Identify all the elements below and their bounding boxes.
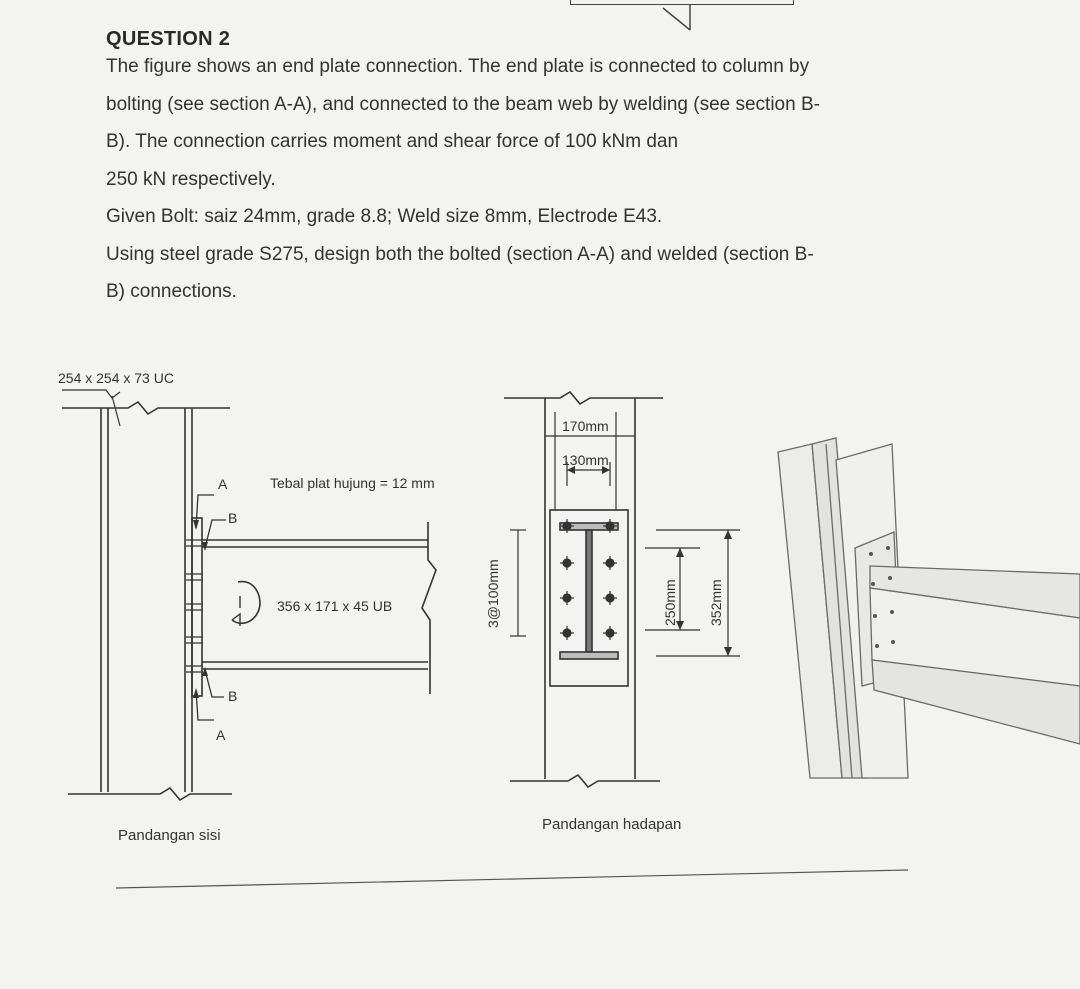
section-a-top-label: A [218, 476, 228, 492]
side-view-caption: Pandangan sisi [118, 827, 221, 844]
bolt-icon [603, 626, 617, 640]
dim-spacing-label: 3@100mm [485, 559, 501, 628]
beam-label: 356 x 171 x 45 UB [277, 598, 393, 614]
side-view [62, 390, 436, 800]
plate-thickness-label: Tebal plat hujung = 12 mm [270, 475, 435, 491]
bolt-icon [603, 591, 617, 605]
bolt-icon [560, 556, 574, 570]
bolt-icon [560, 591, 574, 605]
column-break-bottom [68, 788, 232, 800]
dim-170-label: 170mm [562, 418, 609, 434]
question-title: QUESTION 2 [106, 28, 231, 50]
bolt-icon [603, 556, 617, 570]
column-leader [62, 390, 120, 398]
bottom-rule [116, 870, 908, 888]
beam-bottom-flange [560, 652, 618, 659]
bolt-icon [560, 626, 574, 640]
dim-352-label: 352mm [708, 579, 724, 626]
section-b-top-marker [205, 520, 226, 548]
bolt-row-marks [186, 540, 203, 672]
bolt-icon [603, 519, 617, 533]
front-view-caption: Pandangan hadapan [542, 816, 682, 833]
question-line: Using steel grade S275, design both the bolted (section A-A) and welded (section B- [106, 243, 814, 265]
section-b-bottom-marker [205, 670, 224, 697]
beam-web [586, 530, 592, 652]
section-b-top-label: B [228, 510, 238, 526]
front-column-break-bottom [510, 775, 660, 787]
section-b-bottom-label: B [228, 688, 238, 704]
front-view [504, 392, 740, 787]
question-line: The figure shows an end plate connection. The end plate is connected to column by [106, 56, 810, 77]
isometric-sketch [778, 438, 1080, 778]
column-label: 254 x 254 x 73 UC [58, 370, 174, 386]
dim-250-label: 250mm [662, 579, 678, 626]
question-line: B) connections. [106, 281, 237, 302]
column-break-top [62, 402, 230, 414]
end-plate [192, 518, 202, 696]
front-column-break-top [504, 392, 663, 404]
bolt-icon [560, 519, 574, 533]
section-a-bottom-label: A [216, 727, 226, 743]
dim-130-label: 130mm [562, 452, 609, 468]
question-line: 250 kN respectively. [106, 168, 276, 190]
question-line: Given Bolt: saiz 24mm, grade 8.8; Weld size 8mm, Electrode E43. [106, 206, 663, 227]
question-line: B). The connection carries moment and shear force of 100 kNm dan [106, 131, 679, 152]
question-line: bolting (see section A-A), and connected to the beam web by welding (see section B- [106, 93, 820, 115]
